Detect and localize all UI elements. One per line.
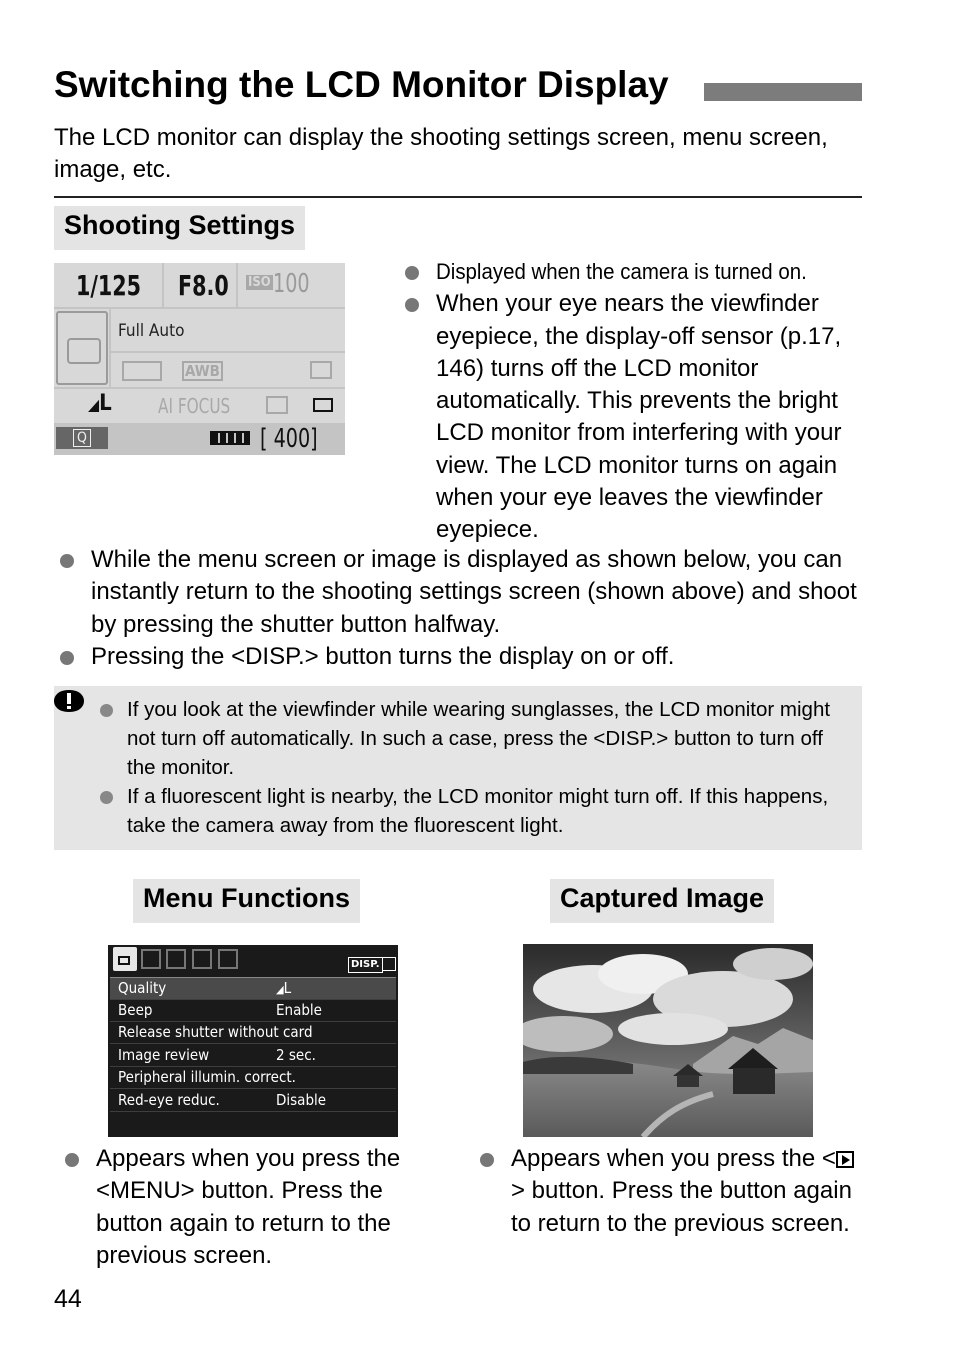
white-balance: AWB: [182, 361, 223, 381]
caution-icon: [54, 688, 84, 714]
list-item: Appears when you press the <MENU> button. Press the button again to return to the previous screen.: [65, 1143, 425, 1272]
landscape-photo-image: [523, 944, 813, 1137]
mode-icon-frame: [56, 311, 108, 385]
captured-caption: [480, 1143, 862, 1240]
intro-text: The LCD monitor can display the shooting settings screen, menu screen, image, etc.: [54, 124, 828, 183]
bullet-dot: [60, 554, 74, 568]
list-item: While the menu screen or image is displayed as shown below, you can instantly return to the shooting settings screen (shown above) and shoot by pressing the shutter button halfway.: [60, 544, 860, 641]
page-number: 44: [54, 1285, 82, 1313]
caution-box: [54, 686, 862, 850]
section-divider: [54, 196, 862, 198]
menu-row: Red-eye reduc. Disable: [110, 1090, 396, 1112]
caution-item: If you look at the viewfinder while wearing sunglasses, the LCD monitor might not turn off automatically. In such a case, press the <DISP.> button to turn off the monitor.: [127, 695, 852, 782]
shooting-bullets: [405, 256, 860, 547]
single-shot-icon: [313, 398, 333, 412]
af-mode: AI FOCUS: [158, 394, 231, 418]
title-decor-bar: [704, 83, 862, 101]
menu-row: Peripheral illumin. correct.: [110, 1067, 396, 1089]
bullet-dot: [480, 1153, 494, 1167]
body-bullets: [60, 544, 860, 673]
menu-row: Quality ◢L: [110, 978, 396, 1000]
disp-indicator: DISP.: [348, 957, 383, 973]
tab-icon: [141, 949, 161, 969]
battery-icon: [210, 431, 250, 445]
list-item: Pressing the <DISP.> button turns the display on or off.: [60, 641, 860, 673]
playback-icon: [836, 1151, 854, 1168]
landscape-photo: [523, 944, 813, 1137]
quality-indicator: ◢L: [88, 391, 112, 416]
bullet-dot: [65, 1153, 79, 1167]
menu-screen: [108, 945, 398, 1137]
list-item: Appears when you press the < > button. Press the button again to return to the previous screen.: [480, 1143, 862, 1240]
menu-row: Release shutter without card: [110, 1022, 396, 1044]
menu-grid-icon: [382, 957, 396, 971]
captured-image-heading: Captured Image: [550, 879, 774, 923]
shooting-mode: Full Auto: [118, 321, 185, 341]
bullet-dot: [100, 704, 113, 717]
bullet-dot: [405, 298, 419, 312]
tab-icon: [166, 949, 186, 969]
tab-icon: [218, 949, 238, 969]
menu-functions-heading: Menu Functions: [133, 879, 360, 923]
menu-row: Beep Enable: [110, 1000, 396, 1022]
aperture-value: F8.0: [178, 269, 229, 302]
shooting-settings-screen: [54, 263, 345, 455]
iso-label: ISO: [248, 275, 271, 290]
metering-icon: [266, 396, 288, 414]
shots-remaining: [ 400]: [260, 424, 318, 454]
caution-item: If a fluorescent light is nearby, the LCD monitor might turn off. If this happens, take the camera away from the fluorescent light.: [127, 782, 852, 840]
iso-value: 100: [273, 269, 310, 299]
shooting-settings-heading: Shooting Settings: [54, 206, 305, 250]
quick-control-icon: Q: [56, 427, 108, 449]
bullet-dot: [405, 266, 419, 280]
picture-style-icon: [310, 361, 332, 379]
list-item: Displayed when the camera is turned on.: [405, 256, 860, 288]
menu-caption: [65, 1143, 425, 1272]
tab-icon: [192, 949, 212, 969]
menu-row: Image review 2 sec.: [110, 1045, 396, 1067]
drive-icon: [122, 361, 162, 381]
bullet-dot: [100, 791, 113, 804]
shutter-speed: 1/125: [76, 269, 142, 302]
page-title: Switching the LCD Monitor Display: [54, 64, 669, 105]
list-item: When your eye nears the viewfinder eyepiece, the display-off sensor (p.17, 146) turns off the LCD monitor automatically. This prevents the bright LCD monitor from interfering with your view. The LCD monitor turns on again when your eye leaves the viewfinder eyepiece.: [405, 288, 860, 546]
bullet-dot: [60, 651, 74, 665]
shooting-tab-icon: [113, 947, 137, 971]
